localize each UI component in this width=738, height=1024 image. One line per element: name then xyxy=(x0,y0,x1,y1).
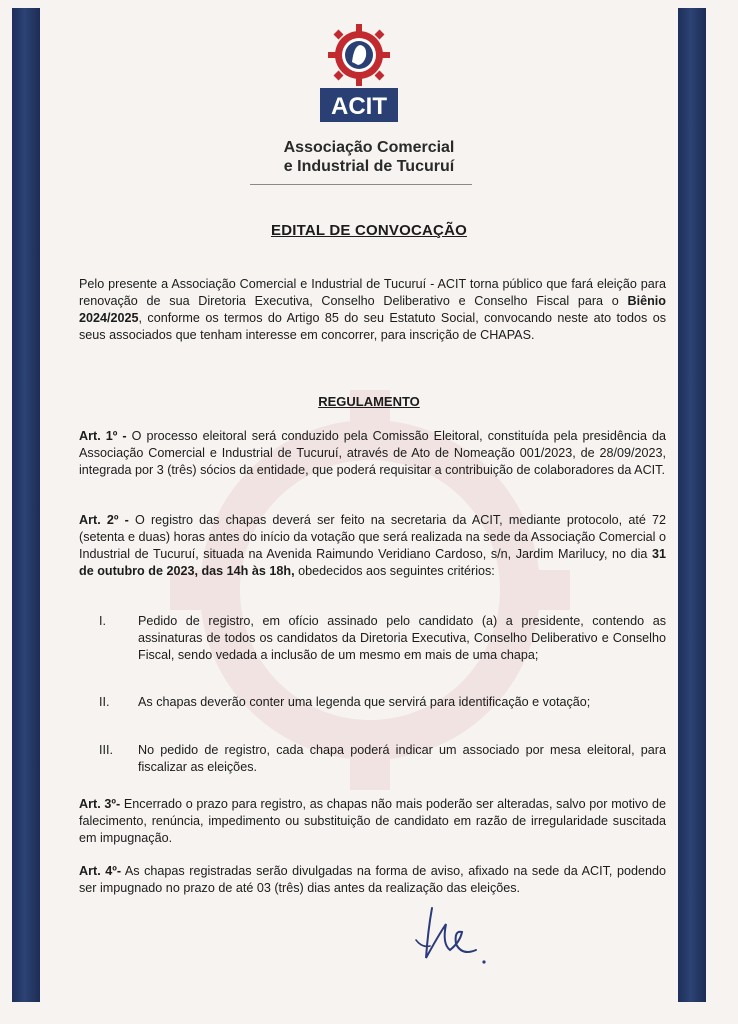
document-title: EDITAL DE CONVOCAÇÃO xyxy=(271,222,467,239)
handwritten-signature xyxy=(412,900,502,970)
article-1-label: Art. 1º - xyxy=(79,429,127,443)
article-4-label: Art. 4º- xyxy=(79,864,122,878)
regulamento-heading: REGULAMENTO xyxy=(318,394,420,409)
article-3-label: Art. 3º- xyxy=(79,797,121,811)
intro-paragraph: Pelo presente a Associação Comercial e Industrial de Tucuruí - ACIT torna público que fará eleição para renovação de sua Diretoria Executiva, Conselho Deliberativo e Conselho Fiscal para o Biênio 2024/2025, conforme os termos do Artigo 85 do seu Estatuto Social, convocando neste ato todos os seus associados que tenham interesse em concorrer, para inscrição de CHAPAS. xyxy=(79,277,666,342)
article-4: Art. 4º- As chapas registradas serão divulgadas na forma de aviso, afixado na sede da ACIT, podendo ser impugnado no prazo de até 03 (três) dias antes da realização das eleições. xyxy=(79,864,666,895)
org-name-line1: Associação Comercial xyxy=(283,139,455,156)
article-1: Art. 1º - O processo eleitoral será conduzido pela Comissão Eleitoral, constituída pela presidência da Associação Comercial e Industrial de Tucuruí, através de Ato de Nomeação 001/2023, de 28/09/2023, integrada por 3 (três) sócios da entidade, que poderá requisitar a contribuição de colaboradores da ACIT. xyxy=(79,429,667,477)
logo-text: ACIT xyxy=(331,93,387,120)
org-name-line2: e Industrial de Tucuruí xyxy=(283,158,455,175)
article-3: Art. 3º- Encerrado o prazo para registro, as chapas não mais poderão ser alteradas, salvo por motivo de falecimento, renúncia, impedimento ou substituição de candidato em razão de irregularidade suscitada em impugnação. xyxy=(79,797,666,845)
document-page: ACIT Associação Comercial e Industrial de Tucuruí EDITAL DE CONVOCAÇÃO Pelo presente a Associação Comercial e Industrial de Tucuruí - ACIT torna público que fará eleição para renovação de sua Diretoria Executiva, Conselho Deliberativo e Conselho Fiscal para o Biênio 2024/2025, conforme os termos do Artigo 85 do seu Estatuto Social, convocando neste ato todos os seus associados que tenham interesse em concorrer, para inscrição de CHAPAS. REGULAMENTO Art. 1º - O processo eleitoral será conduzido pela Comissão Eleitoral, constituída pela presidência da Associação Comercial e Industrial de Tucuruí, através de Ato de Nomeação 001/2023, de 28/09/2023, integrada por 3 (três) sócios da entidade, que poderá requisitar a contribuição de colaboradores da ACIT. Art. 2º - O registro das chapas deverá ser feito na secretaria da ACIT, mediante protocolo, até 72 (setenta e duas) horas antes do início da votação que será realizada na sede da Associação Comercial o Industrial de Tucuruí, situada na Avenida Raimundo Veridiano Cardoso, s/n, Jardim Marilucy, no dia 31 de outubro de 2023, das 14h às 18h, obedecidos aos seguintes critérios: I. Pedido de registro, em ofício assinado pelo candidato (a) a presidente, contendo as assinaturas de todos os candidatos da Diretoria Executiva, Conselho Deliberativo e Conselho Fiscal, sendo vedada a inclusão de um mesmo em mais de uma chapa; II. As chapas deverão conter uma legenda que servirá para identificação e votação; III. No pedido de registro, cada chapa poderá indicar um associado por mesa eleitoral, para fiscalizar as eleições. Art. 3º- Encerrado o prazo para registro, as chapas não mais poderão ser alteradas, salvo por motivo de falecimento, renúncia, impedimento ou substituição de candidato em razão de irregularidade suscitada em impugnação. Art. 4º- As chapas registradas serão divulgadas na forma de aviso, afixado na sede da ACIT, podendo ser impugnado no prazo de até 03 (três) dias antes da realização das eleições. xyxy=(0,0,738,1024)
organization-name xyxy=(150,138,588,176)
acit-logo xyxy=(318,18,400,124)
article-2-label: Art. 2º - xyxy=(79,513,129,527)
article-2: Art. 2º - O registro das chapas deverá ser feito na secretaria da ACIT, mediante protocolo, até 72 (setenta e duas) horas antes do início da votação que será realizada na sede da Associação Comercial o Industrial de Tucuruí, situada na Avenida Raimundo Veridiano Cardoso, s/n, Jardim Marilucy, no dia 31 de outubro de 2023, das 14h às 18h, obedecidos aos seguintes critérios: xyxy=(79,513,667,578)
header-divider xyxy=(250,184,472,185)
right-border-stripe xyxy=(678,8,706,1002)
left-border-stripe xyxy=(12,8,40,1002)
